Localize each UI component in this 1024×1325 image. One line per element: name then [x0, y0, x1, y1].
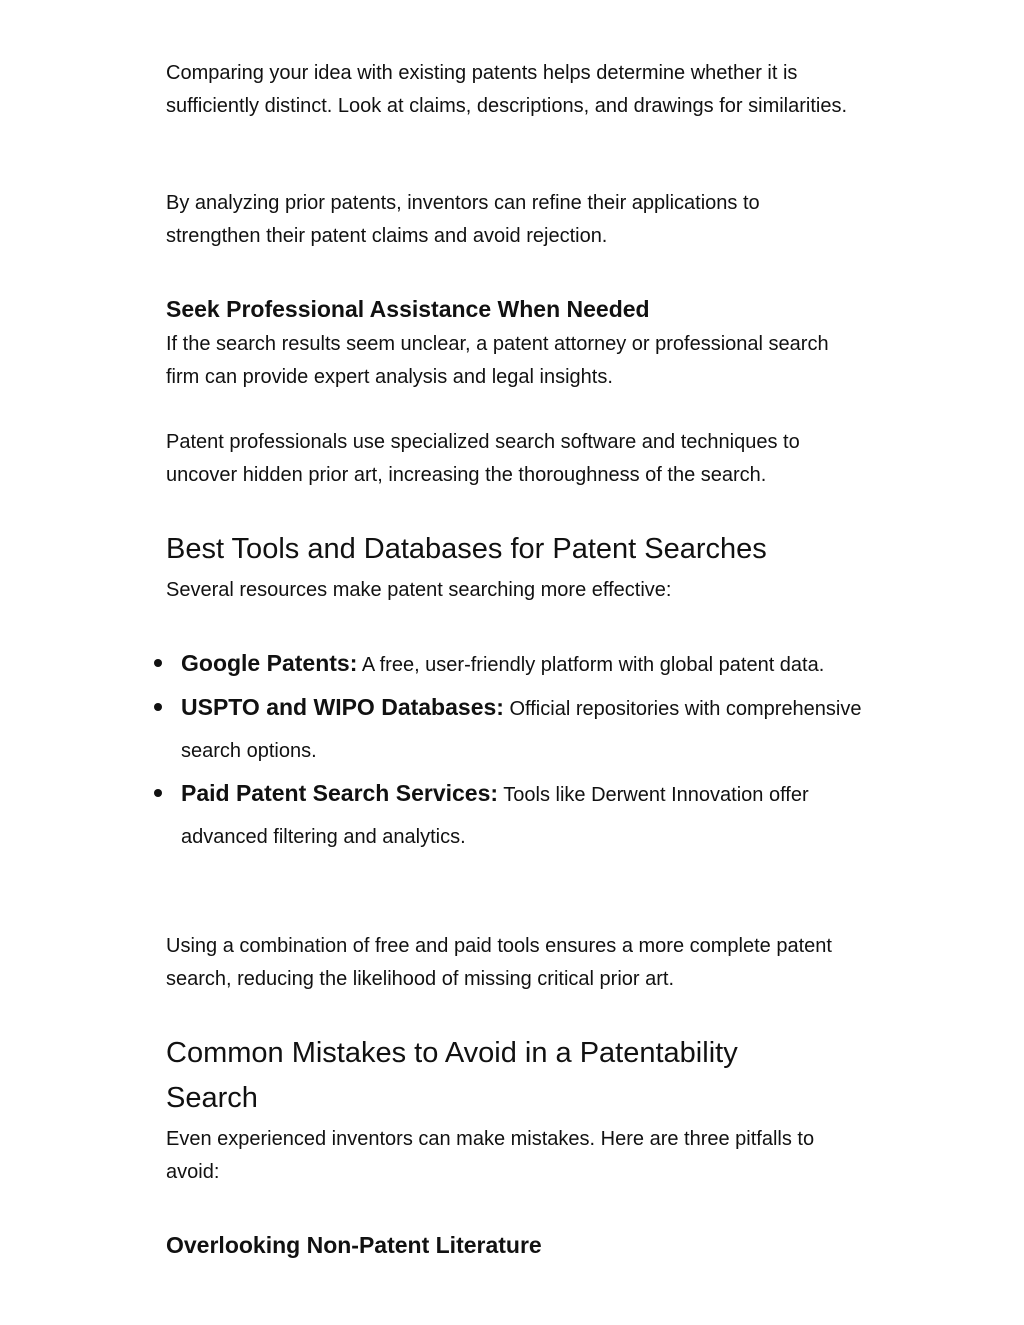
- tool-name: Paid Patent Search Services:: [181, 780, 499, 806]
- paragraph-analyze-prior-patents: By analyzing prior patents, inventors can refine their applications to strengthen their patent claims and avoid rejection.: [166, 192, 760, 247]
- paragraph-patent-professionals: Patent professionals use specialized search software and techniques to uncover hidden prior art, increasing the thoroughness of the search.: [166, 431, 800, 486]
- tool-description: A free, user-friendly platform with global patent data.: [357, 654, 825, 676]
- paragraph-search-results-unclear: If the search results seem unclear, a patent attorney or professional search firm can provide expert analysis and legal insights.: [166, 333, 829, 388]
- paragraph-compare-patents: Comparing your idea with existing patents helps determine whether it is sufficiently distinct. Look at claims, descriptions, and drawings for similarities.: [166, 62, 848, 117]
- tools-list: [166, 642, 866, 858]
- heading-seek-professional-assistance: Seek Professional Assistance When Needed: [166, 296, 650, 322]
- paragraph-several-resources: Several resources make patent searching more effective:: [166, 579, 672, 601]
- paragraph-pitfalls-intro: Even experienced inventors can make mistakes. Here are three pitfalls to avoid:: [166, 1128, 815, 1183]
- heading-overlooking-non-patent-literature: Overlooking Non-Patent Literature: [166, 1232, 542, 1258]
- list-item: [166, 772, 866, 858]
- list-item: [166, 642, 866, 686]
- list-item: [166, 686, 866, 772]
- heading-common-mistakes: Common Mistakes to Avoid in a Patentability Search: [166, 1037, 738, 1114]
- tool-description: Official repositories with comprehensive search options.: [181, 698, 862, 762]
- tool-name: Google Patents:: [181, 650, 358, 676]
- paragraph-combination-tools: Using a combination of free and paid tools ensures a more complete patent search, reducing the likelihood of missing critical prior art.: [166, 935, 832, 990]
- tool-description: Tools like Derwent Innovation offer advanced filtering and analytics.: [181, 784, 809, 848]
- tool-name: USPTO and WIPO Databases:: [181, 694, 504, 720]
- heading-best-tools-databases: Best Tools and Databases for Patent Searches: [166, 533, 767, 565]
